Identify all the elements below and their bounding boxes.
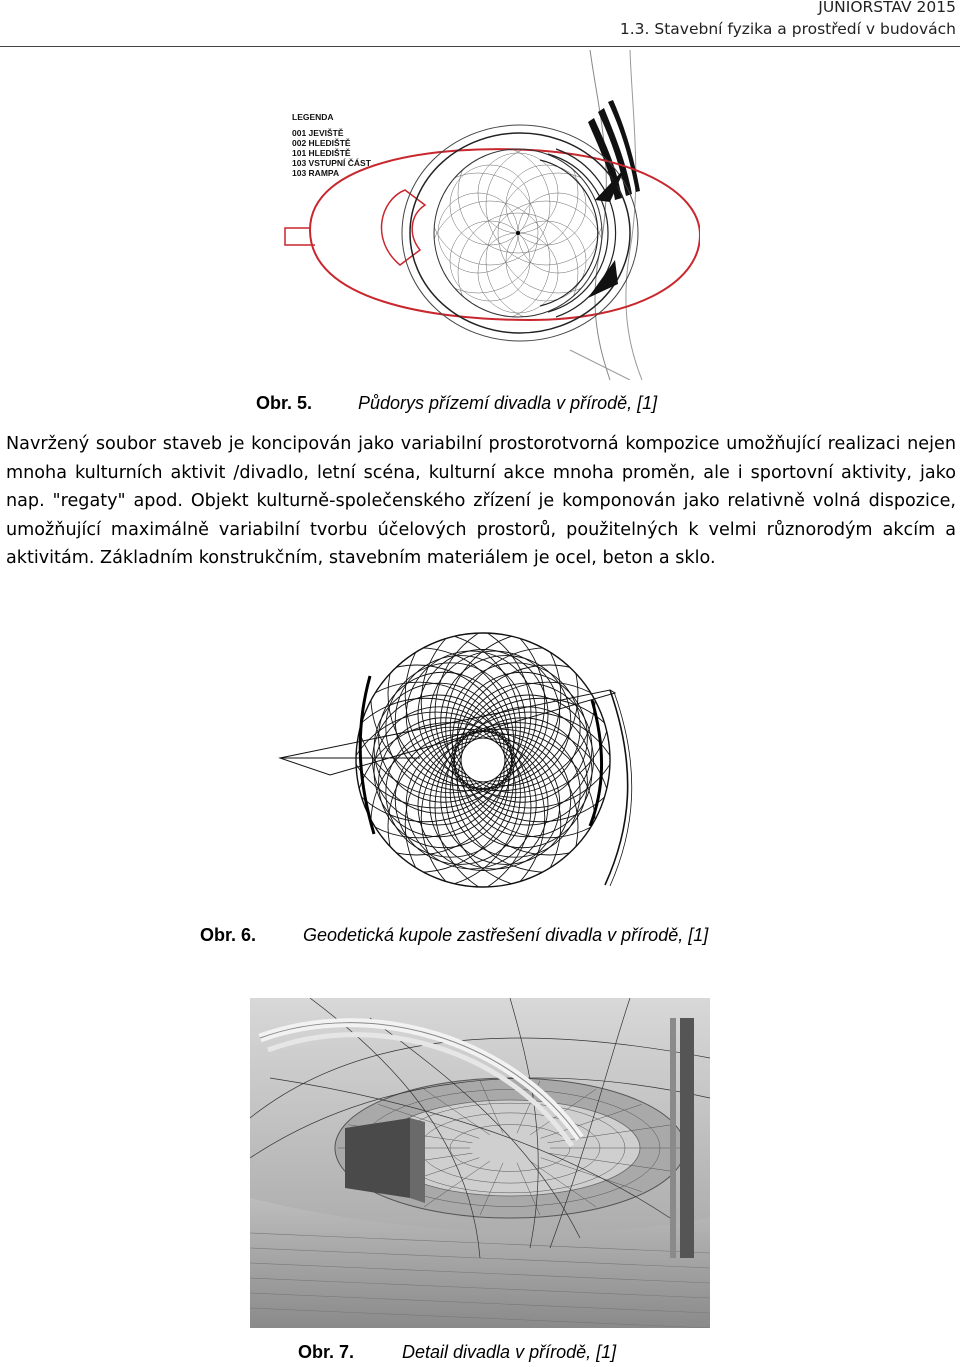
legend-item: 101 HLEDIŠTĚ (292, 148, 351, 158)
floor-plan-drawing (270, 50, 700, 380)
plan-legend (292, 112, 371, 178)
journal-name: JUNIORSTAV 2015 (818, 0, 956, 16)
dome-grid-line (421, 723, 611, 913)
dome-grid-line (395, 734, 525, 864)
dome-grid-line (457, 672, 587, 802)
figure-title: Geodetická kupole zastřešení divadla v přírodě, [1] (303, 925, 709, 945)
legend-item: 103 VSTUPNÍ ČÁST (292, 158, 371, 168)
dome-grid-line (379, 718, 509, 848)
dome-grid-line (341, 620, 531, 808)
header-divider (0, 46, 960, 47)
figure-title: Půdorys přízemí divadla v přírodě, [1] (358, 393, 658, 413)
dome-grid-line (457, 718, 587, 848)
figure-number: Obr. 6. (200, 925, 257, 945)
dome-grid-line (330, 632, 520, 822)
dome-grid-line (379, 672, 509, 802)
dome-grid-line (446, 632, 636, 822)
body-paragraph: Navržený soubor staveb je koncipován jako variabilní prostorotvorná kompozice umožňující realizaci nejen mnoha kulturních aktivit /divadlo, letní scéna, kulturní akce mnoha proměn, ale i sportovní aktivity, jako nap. "regaty" apod. Objekt kulturně-společenského zřízení je komponován jako relativně volná dispozice, umožňující maximálně variabilní tvorbu účelových prostorů, použitelných k velmi různorodým akcím a aktivitám. Základním konstrukčním, stavebním materiálem je ocel, beton a sklo. (6, 434, 956, 569)
theatre-render-image (250, 998, 710, 1328)
figure-5-caption (0, 393, 960, 417)
geodesic-dome-drawing (270, 620, 690, 920)
page-header (620, 0, 956, 40)
figure-6-caption (0, 925, 960, 949)
dome-grid-line (341, 712, 531, 902)
legend-item: 103 RAMPA (292, 168, 340, 178)
dome-grid-line (355, 723, 545, 913)
dome-grid-line (446, 698, 636, 888)
section-title: 1.3. Stavební fyzika a prostředí v budovách (619, 20, 956, 38)
legend-item: 001 JEVIŠTĚ (292, 128, 344, 138)
figure-number: Obr. 7. (298, 1342, 355, 1362)
dome-grid-line (441, 734, 571, 864)
figure-title: Detail divadla v přírodě, [1] (402, 1342, 617, 1362)
legend-title: LEGENDA (292, 112, 334, 122)
legend-item: 002 HLEDIŠTĚ (292, 138, 351, 148)
dome-grid-line (330, 698, 520, 888)
figure-7-caption (0, 1342, 960, 1366)
figure-number: Obr. 5. (256, 393, 313, 413)
